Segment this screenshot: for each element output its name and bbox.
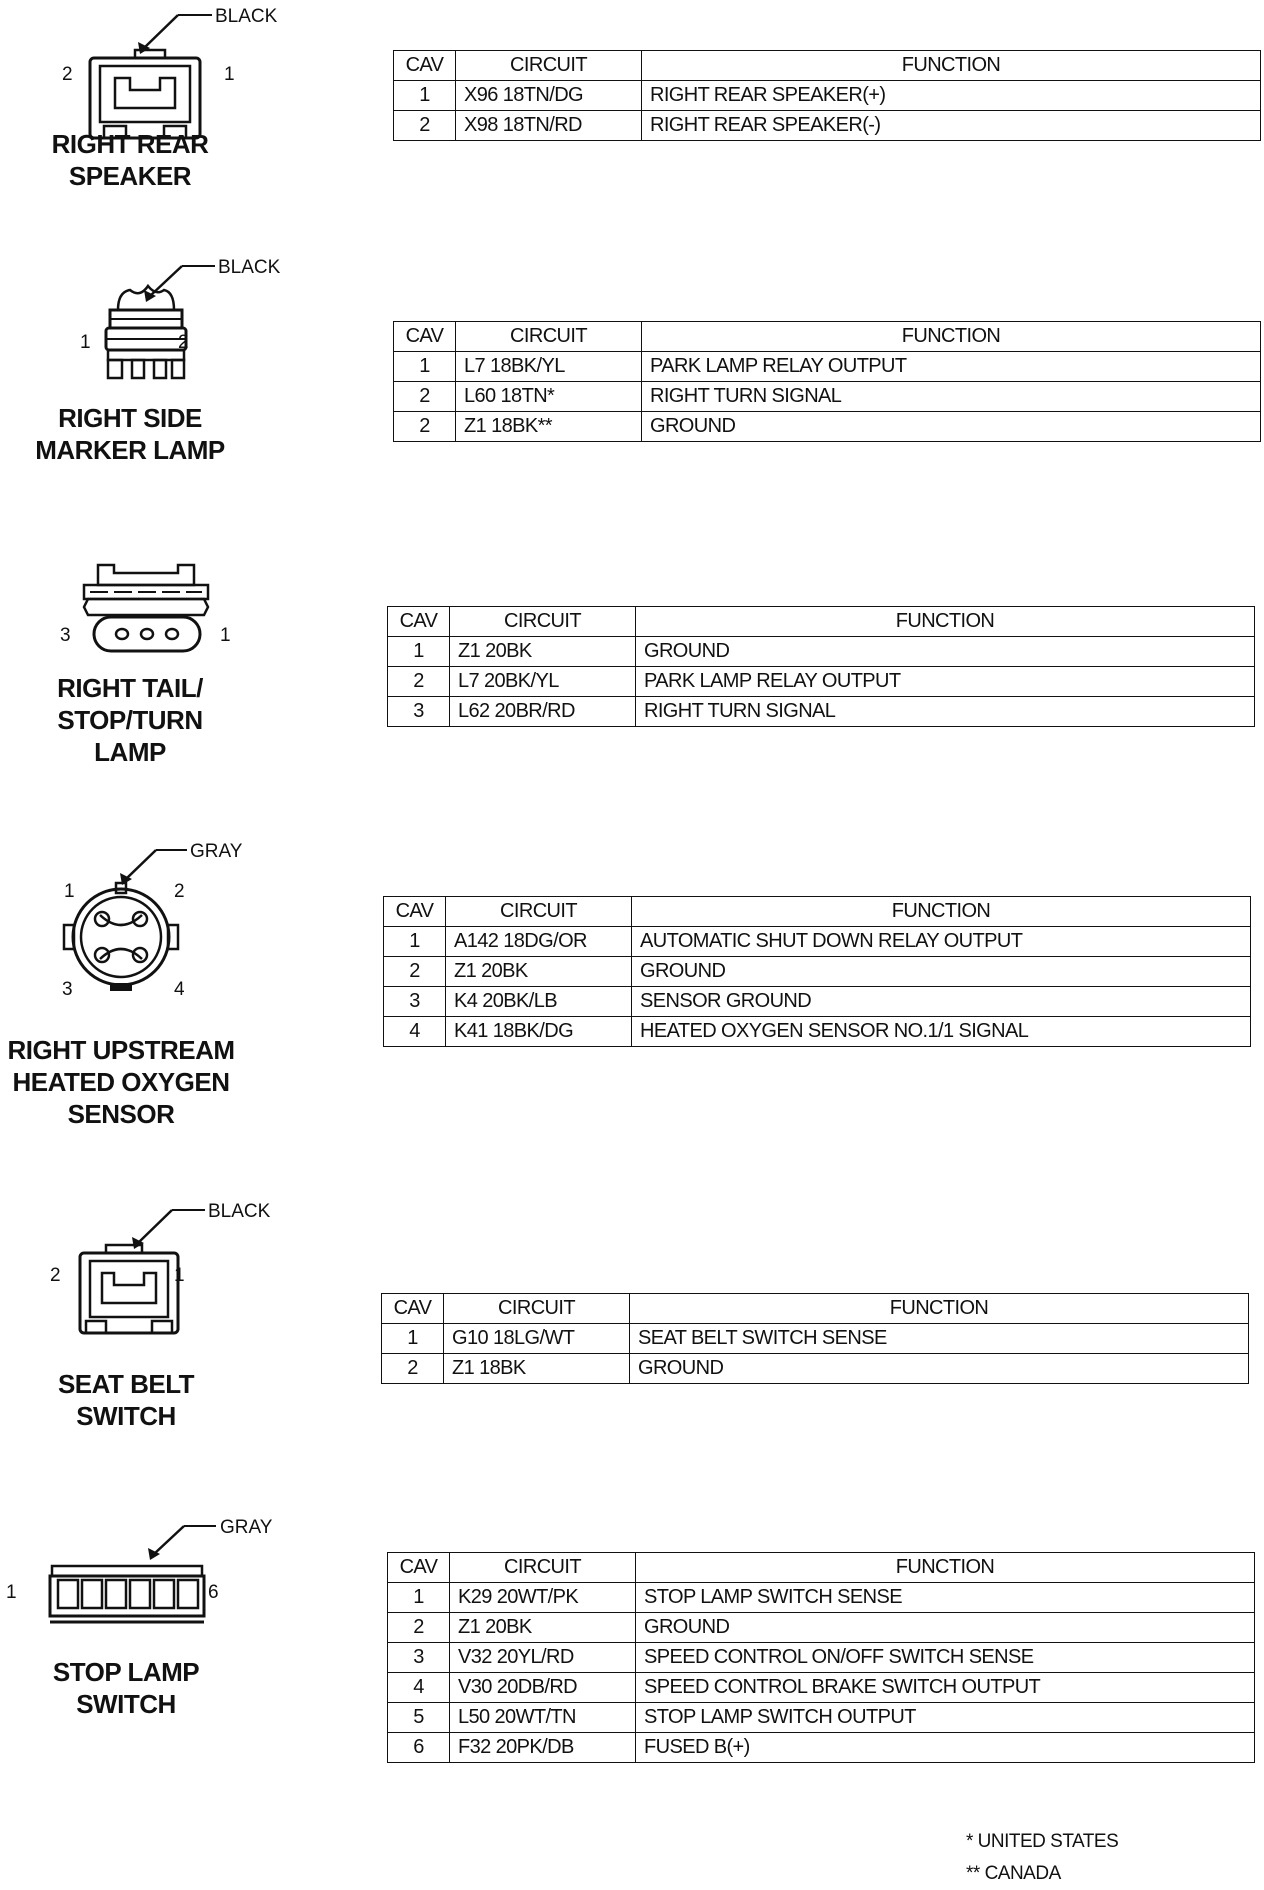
header-circuit: CIRCUIT xyxy=(444,1294,630,1324)
circuit-cell: K41 18BK/DG xyxy=(446,1017,632,1047)
table-row xyxy=(388,637,1255,667)
table-row xyxy=(388,1733,1255,1763)
function-cell: SPEED CONTROL ON/OFF SWITCH SENSE xyxy=(636,1643,1255,1673)
table-header-row xyxy=(382,1294,1249,1324)
circuit-cell: K4 20BK/LB xyxy=(446,987,632,1017)
connector-name: SEAT BELT SWITCH xyxy=(57,1369,195,1431)
pinout-table xyxy=(387,1552,1255,1763)
footnotes xyxy=(966,1826,1118,1890)
circuit-cell: Z1 18BK** xyxy=(456,412,642,442)
table-row xyxy=(384,987,1251,1017)
pin-label-left: 3 xyxy=(60,625,71,646)
cav-cell: 3 xyxy=(388,697,450,727)
table-row xyxy=(384,957,1251,987)
table-row xyxy=(388,1613,1255,1643)
table-row xyxy=(394,382,1261,412)
pin-label-top-left: 1 xyxy=(64,881,75,902)
header-cav: CAV xyxy=(394,322,456,352)
circuit-cell: X96 18TN/DG xyxy=(456,81,642,111)
function-cell: GROUND xyxy=(630,1354,1249,1384)
six-way-switch-connector-icon xyxy=(0,1510,273,1635)
table-row xyxy=(382,1354,1249,1384)
connector-name: RIGHT UPSTREAM HEATED OXYGEN SENSOR xyxy=(7,1035,235,1129)
cav-cell: 5 xyxy=(388,1703,450,1733)
wire-color-label: BLACK xyxy=(208,1201,271,1222)
table-header-row xyxy=(388,607,1255,637)
header-function: FUNCTION xyxy=(630,1294,1249,1324)
table-row xyxy=(384,1017,1251,1047)
function-cell: FUSED B(+) xyxy=(636,1733,1255,1763)
cav-cell: 2 xyxy=(388,1613,450,1643)
header-cav: CAV xyxy=(388,1553,450,1583)
function-cell: HEATED OXYGEN SENSOR NO.1/1 SIGNAL xyxy=(632,1017,1251,1047)
pinout-table xyxy=(393,50,1261,141)
cav-cell: 4 xyxy=(388,1673,450,1703)
table-header-row xyxy=(384,897,1251,927)
header-circuit: CIRCUIT xyxy=(446,897,632,927)
cav-cell: 2 xyxy=(382,1354,444,1384)
cav-cell: 1 xyxy=(382,1324,444,1354)
cav-cell: 2 xyxy=(394,111,456,141)
circuit-cell: V32 20YL/RD xyxy=(450,1643,636,1673)
table-row xyxy=(388,1673,1255,1703)
circuit-cell: Z1 20BK xyxy=(450,1613,636,1643)
cav-cell: 2 xyxy=(388,667,450,697)
cav-cell: 1 xyxy=(384,927,446,957)
circuit-cell: L50 20WT/TN xyxy=(450,1703,636,1733)
connector-name: RIGHT REAR SPEAKER xyxy=(51,129,209,191)
circuit-cell: K29 20WT/PK xyxy=(450,1583,636,1613)
function-cell: PARK LAMP RELAY OUTPUT xyxy=(636,667,1255,697)
pin-label-right: 1 xyxy=(220,625,231,646)
cav-cell: 1 xyxy=(394,81,456,111)
circuit-cell: V30 20DB/RD xyxy=(450,1673,636,1703)
pin-label-left: 1 xyxy=(6,1582,17,1603)
function-cell: SEAT BELT SWITCH SENSE xyxy=(630,1324,1249,1354)
cav-cell: 6 xyxy=(388,1733,450,1763)
function-cell: GROUND xyxy=(636,637,1255,667)
wire-color-label: GRAY xyxy=(220,1517,273,1538)
table-header-row xyxy=(394,322,1261,352)
footnote-canada: ** CANADA xyxy=(966,1863,1061,1884)
function-cell: STOP LAMP SWITCH OUTPUT xyxy=(636,1703,1255,1733)
table-row xyxy=(394,412,1261,442)
pin-label-top-right: 2 xyxy=(174,881,185,902)
circuit-cell: Z1 18BK xyxy=(444,1354,630,1384)
table-row xyxy=(384,927,1251,957)
table-row xyxy=(388,1643,1255,1673)
header-circuit: CIRCUIT xyxy=(456,322,642,352)
pin-label-left: 1 xyxy=(80,332,91,353)
header-cav: CAV xyxy=(382,1294,444,1324)
function-cell: RIGHT REAR SPEAKER(-) xyxy=(642,111,1261,141)
table-row xyxy=(394,352,1261,382)
function-cell: RIGHT TURN SIGNAL xyxy=(636,697,1255,727)
header-function: FUNCTION xyxy=(642,322,1261,352)
four-way-round-connector-icon xyxy=(50,835,290,1010)
header-circuit: CIRCUIT xyxy=(450,1553,636,1583)
circuit-cell: G10 18LG/WT xyxy=(444,1324,630,1354)
header-function: FUNCTION xyxy=(636,1553,1255,1583)
pinout-table xyxy=(387,606,1255,727)
function-cell: SENSOR GROUND xyxy=(632,987,1251,1017)
table-row xyxy=(394,81,1261,111)
cav-cell: 1 xyxy=(394,352,456,382)
header-cav: CAV xyxy=(388,607,450,637)
circuit-cell: A142 18DG/OR xyxy=(446,927,632,957)
circuit-cell: L62 20BR/RD xyxy=(450,697,636,727)
function-cell: GROUND xyxy=(642,412,1261,442)
cav-cell: 1 xyxy=(388,637,450,667)
wire-color-label: BLACK xyxy=(218,257,281,278)
function-cell: RIGHT TURN SIGNAL xyxy=(642,382,1261,412)
pinout-table xyxy=(381,1293,1249,1384)
table-row xyxy=(388,697,1255,727)
header-circuit: CIRCUIT xyxy=(456,51,642,81)
pin-label-bottom-left: 3 xyxy=(62,979,73,1000)
header-cav: CAV xyxy=(384,897,446,927)
pin-label-left: 2 xyxy=(62,64,73,85)
pin-label-right: 6 xyxy=(208,1582,219,1603)
function-cell: GROUND xyxy=(636,1613,1255,1643)
table-row xyxy=(388,1703,1255,1733)
function-cell: STOP LAMP SWITCH SENSE xyxy=(636,1583,1255,1613)
table-header-row xyxy=(394,51,1261,81)
header-function: FUNCTION xyxy=(636,607,1255,637)
header-function: FUNCTION xyxy=(632,897,1251,927)
pin-label-right: 1 xyxy=(224,64,235,85)
pin-label-bottom-right: 4 xyxy=(174,979,185,1000)
cav-cell: 3 xyxy=(388,1643,450,1673)
connector-name: RIGHT TAIL/ STOP/TURN LAMP xyxy=(57,673,203,767)
pin-label-right: 1 xyxy=(174,1265,185,1286)
circuit-cell: Z1 20BK xyxy=(446,957,632,987)
circuit-cell: X98 18TN/RD xyxy=(456,111,642,141)
bulb-socket-connector-icon xyxy=(60,250,300,415)
function-cell: GROUND xyxy=(632,957,1251,987)
footnote-united-states: * UNITED STATES xyxy=(966,1831,1119,1852)
cav-cell: 1 xyxy=(388,1583,450,1613)
cav-cell: 2 xyxy=(384,957,446,987)
table-row xyxy=(388,1583,1255,1613)
header-function: FUNCTION xyxy=(642,51,1261,81)
three-way-flat-connector-icon xyxy=(50,555,250,670)
table-header-row xyxy=(388,1553,1255,1583)
circuit-cell: L7 18BK/YL xyxy=(456,352,642,382)
table-row xyxy=(382,1324,1249,1354)
pinout-table xyxy=(383,896,1251,1047)
circuit-cell: L7 20BK/YL xyxy=(450,667,636,697)
pin-label-right: 2 xyxy=(178,332,189,353)
function-cell: AUTOMATIC SHUT DOWN RELAY OUTPUT xyxy=(632,927,1251,957)
pinout-table xyxy=(393,321,1261,442)
cav-cell: 2 xyxy=(394,412,456,442)
wire-color-label: BLACK xyxy=(215,6,278,27)
connector-name: RIGHT SIDE MARKER LAMP xyxy=(35,403,225,465)
header-circuit: CIRCUIT xyxy=(450,607,636,637)
connector-name: STOP LAMP SWITCH xyxy=(52,1657,200,1719)
cav-cell: 3 xyxy=(384,987,446,1017)
circuit-cell: F32 20PK/DB xyxy=(450,1733,636,1763)
function-cell: SPEED CONTROL BRAKE SWITCH OUTPUT xyxy=(636,1673,1255,1703)
header-cav: CAV xyxy=(394,51,456,81)
two-way-square-connector-icon xyxy=(50,1195,290,1360)
circuit-cell: Z1 20BK xyxy=(450,637,636,667)
cav-cell: 2 xyxy=(394,382,456,412)
wire-color-label: GRAY xyxy=(190,841,243,862)
pin-label-left: 2 xyxy=(50,1265,61,1286)
table-row xyxy=(388,667,1255,697)
table-row xyxy=(394,111,1261,141)
function-cell: PARK LAMP RELAY OUTPUT xyxy=(642,352,1261,382)
cav-cell: 4 xyxy=(384,1017,446,1047)
circuit-cell: L60 18TN* xyxy=(456,382,642,412)
function-cell: RIGHT REAR SPEAKER(+) xyxy=(642,81,1261,111)
